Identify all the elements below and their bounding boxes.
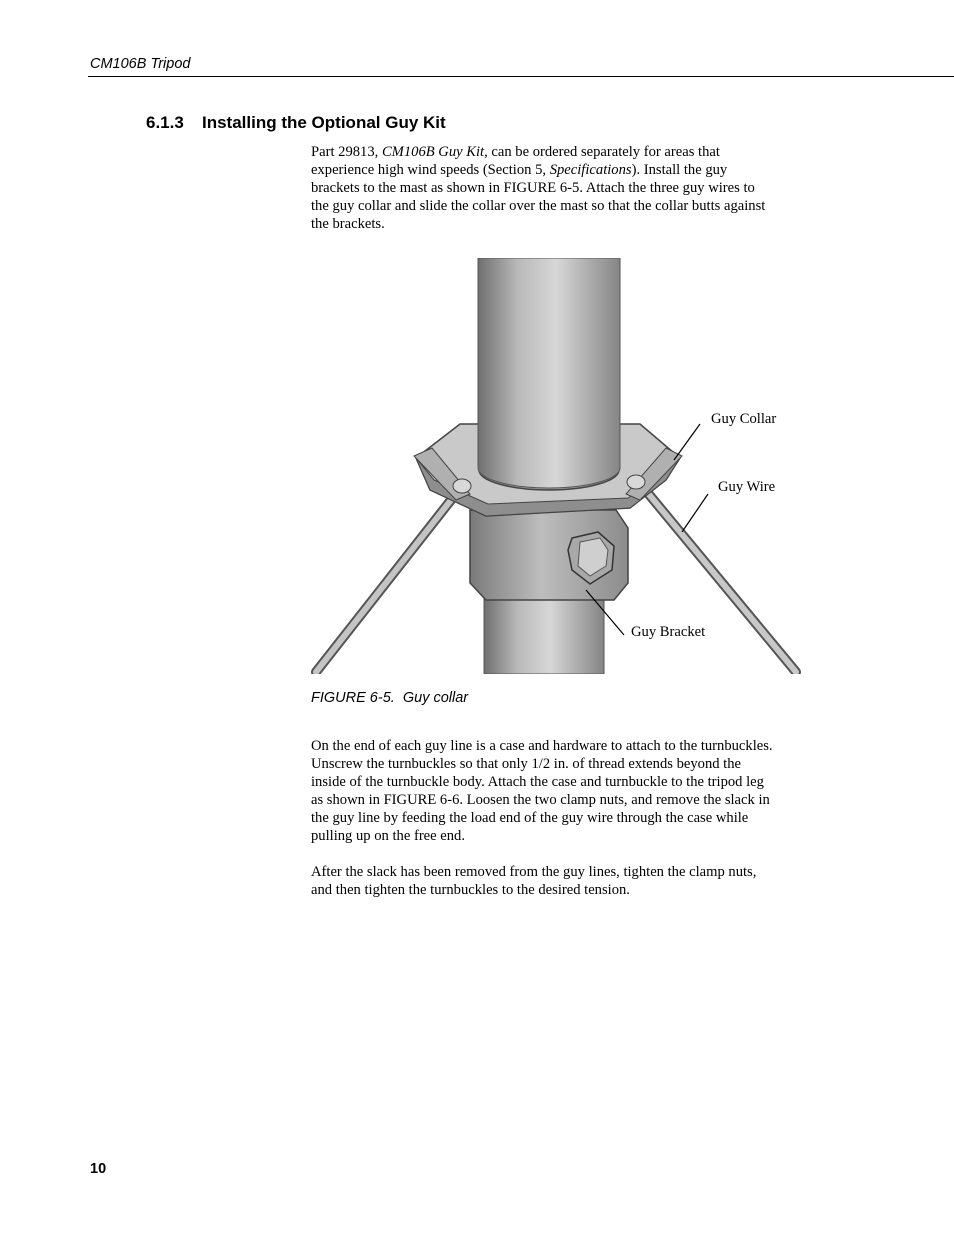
guy-wire-left [316, 486, 462, 672]
paragraph-line: brackets to the mast as shown in FIGURE 6-5. Attach the three guy wires to [311, 180, 755, 196]
section-heading [146, 113, 446, 133]
tension-paragraph [311, 863, 811, 899]
figure-caption: FIGURE 6-5. Guy collar [311, 690, 469, 706]
page-number: 10 [90, 1161, 107, 1177]
paragraph-line: inside of the turnbuckle body. Attach the case and turnbuckle to the tripod leg [311, 774, 764, 790]
paragraph-line: After the slack has been removed from the guy lines, tighten the clamp nuts, [311, 864, 757, 880]
turnbuckle-paragraph [311, 737, 811, 845]
paragraph-line: On the end of each guy line is a case and hardware to attach to the turnbuckles. [311, 738, 773, 754]
running-header-title: CM106B Tripod [90, 56, 191, 72]
guy-collar-illustration [310, 258, 810, 674]
section-number: 6.1.3 [146, 113, 184, 132]
paragraph-line: Unscrew the turnbuckles so that only 1/2 in. of thread extends beyond the [311, 756, 742, 772]
guy-wire-label: Guy Wire [718, 479, 776, 495]
guy-collar-leader [674, 424, 700, 460]
paragraph-line: Part 29813, CM106B Guy Kit, can be ordered separately for areas that [311, 144, 720, 160]
paragraph-line: pulling up on the free end. [311, 828, 466, 844]
paragraph-line: the brackets. [311, 216, 385, 232]
header-rule [88, 76, 954, 77]
paragraph-line: experience high wind speeds (Section 5, Specifications). Install the guy [311, 162, 728, 178]
guy-bracket-label: Guy Bracket [631, 624, 706, 640]
intro-paragraph [311, 143, 811, 233]
paragraph-line: and then tighten the turnbuckles to the desired tension. [311, 882, 630, 898]
section-title: Installing the Optional Guy Kit [202, 113, 446, 132]
section-reference: Specifications [549, 162, 632, 178]
paragraph-line: the guy line by feeding the load end of the guy wire through the case while [311, 810, 749, 826]
guy-collar-figure [310, 258, 810, 674]
guy-wire-right [642, 486, 796, 672]
part-name: CM106B Guy Kit [381, 144, 485, 160]
guy-collar-label: Guy Collar [711, 411, 777, 427]
paragraph-line: as shown in FIGURE 6-6. Loosen the two clamp nuts, and remove the slack in [311, 792, 770, 808]
guy-wire-leader [682, 494, 708, 532]
paragraph-line: the guy collar and slide the collar over the mast so that the collar butts against [311, 198, 766, 214]
mast-upper [478, 258, 620, 488]
